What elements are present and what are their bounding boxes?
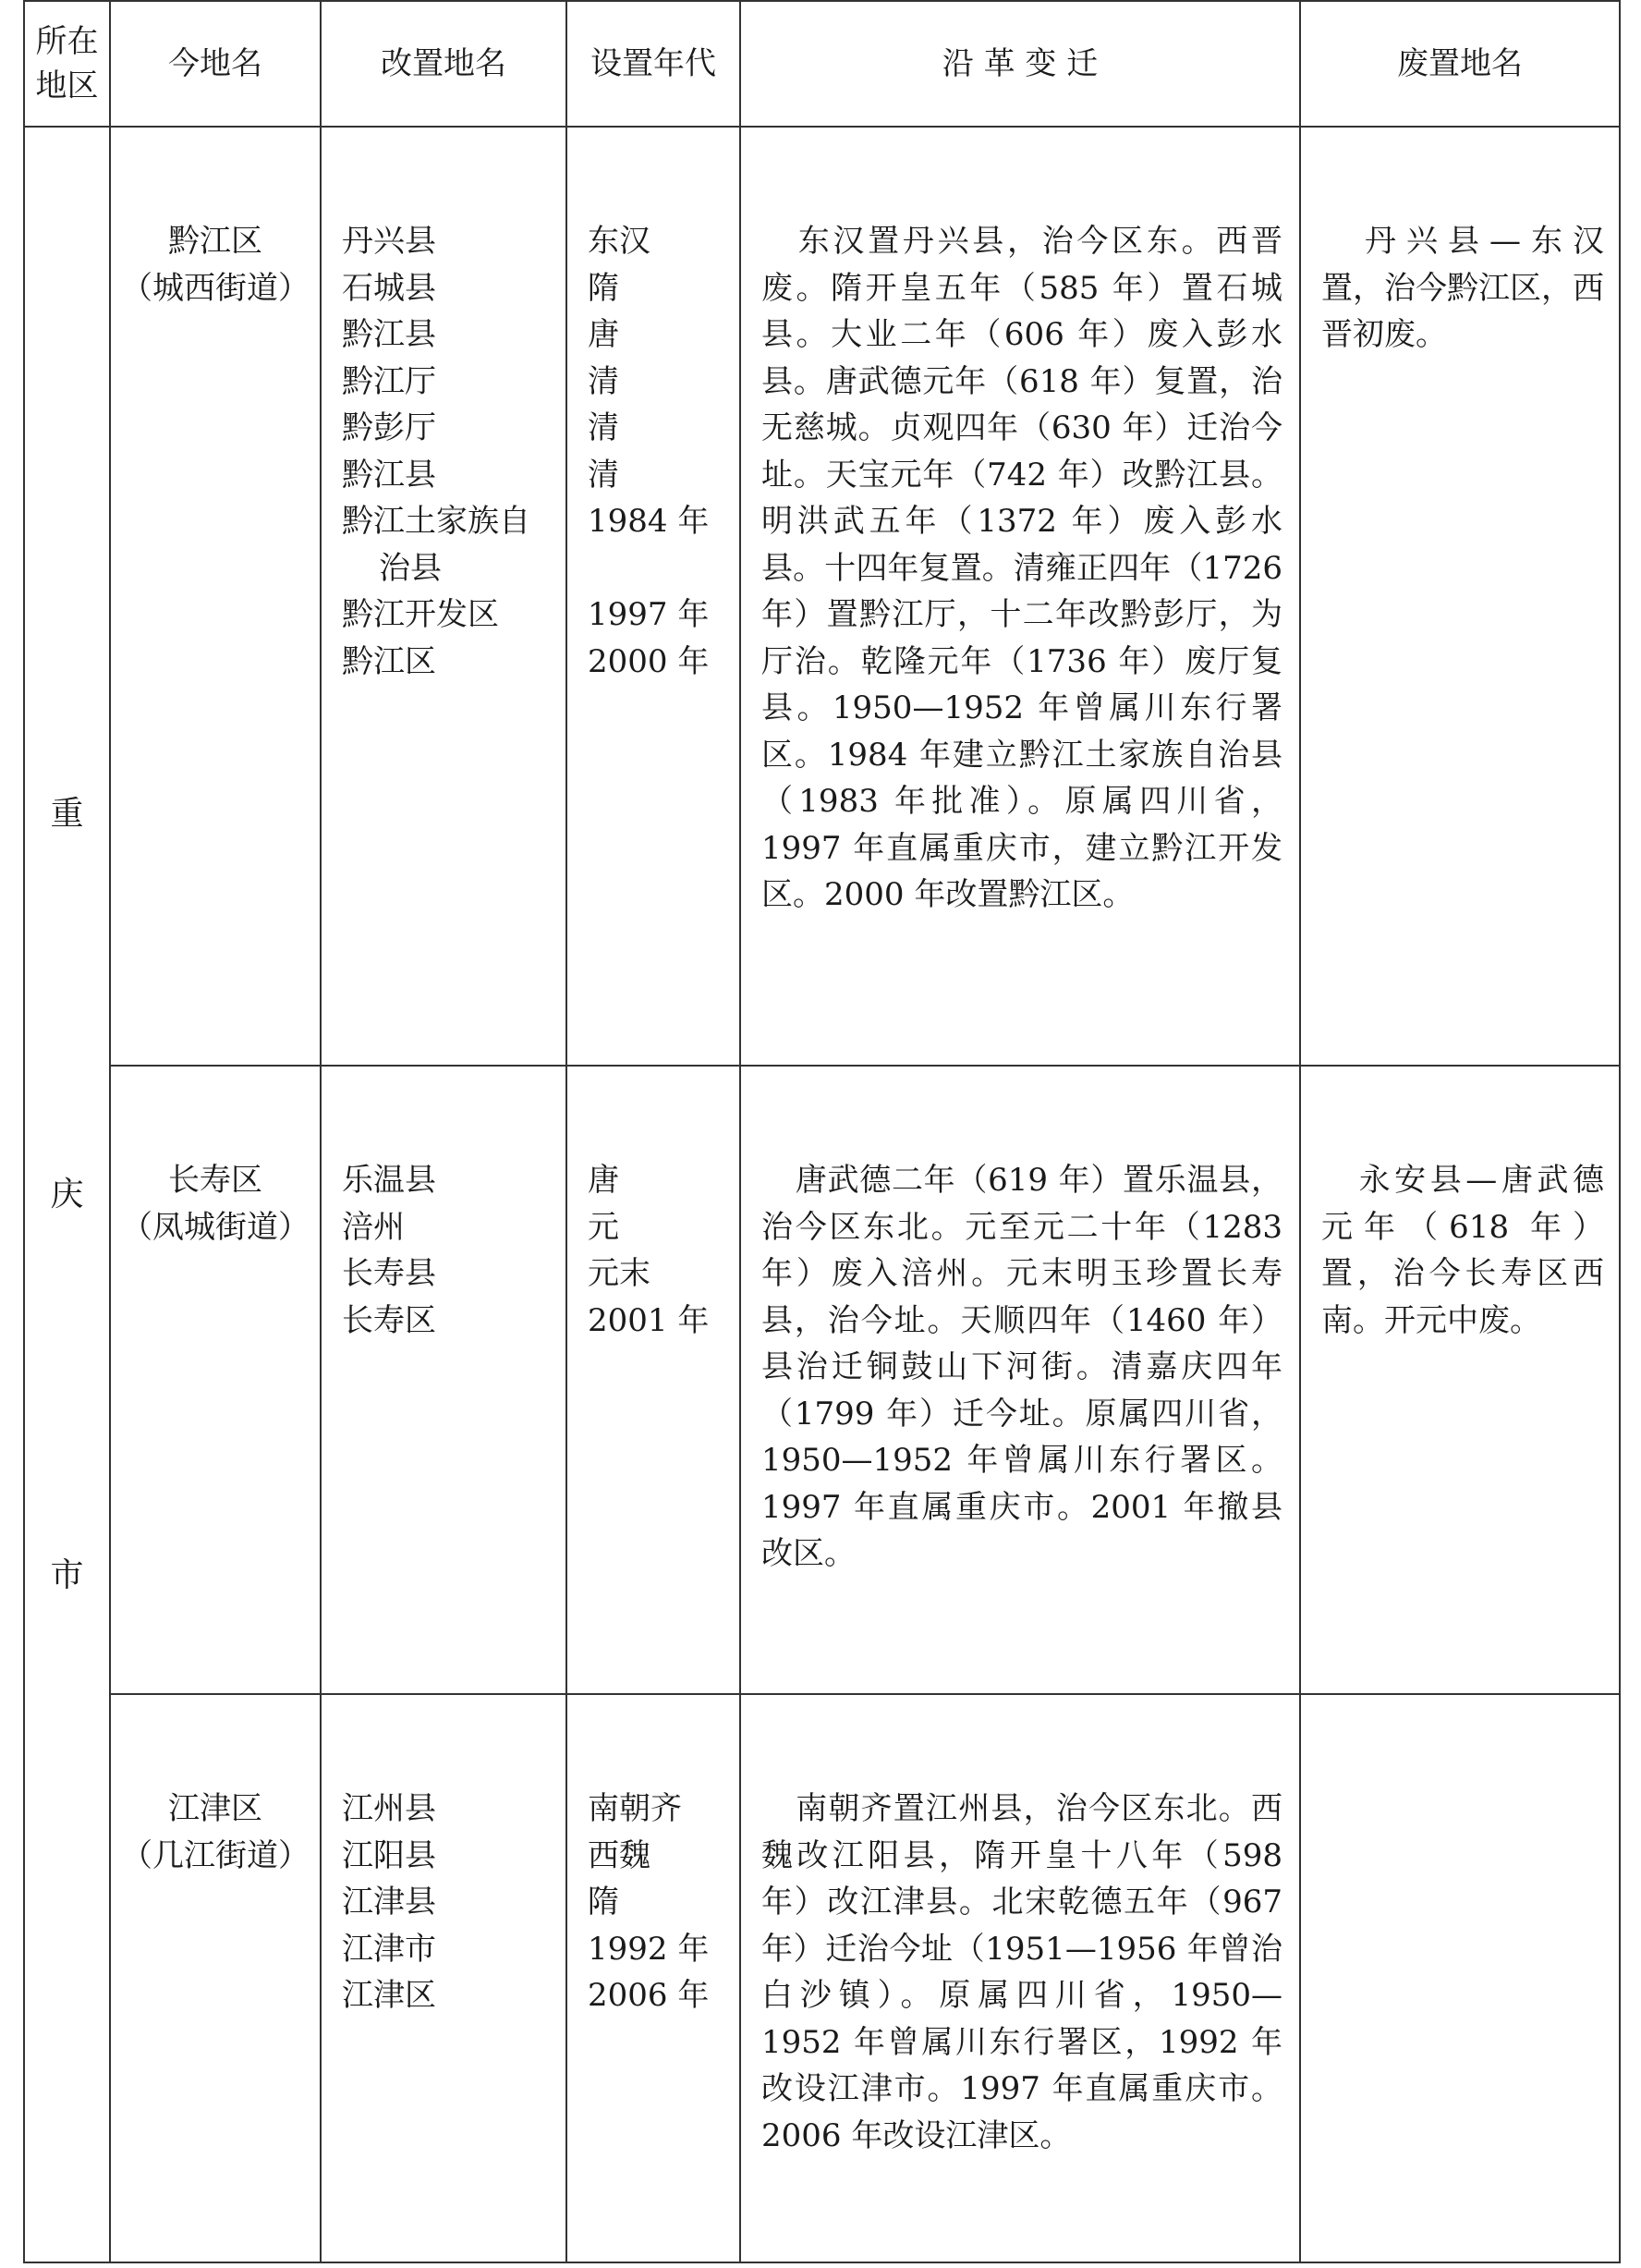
former-name: 江津区 (342, 1977, 436, 2014)
current-name-cell (110, 1694, 321, 2262)
header-current-name: 今地名 (110, 1, 321, 127)
header-region: 所在地区 (24, 1, 110, 127)
abolished-text: 永安县—唐武德元年（618 年）置，治今长寿区西南。开元中废。 (1321, 1162, 1604, 1339)
former-name: 江阳县 (342, 1836, 436, 1874)
former-name: 黔江厅 (342, 362, 436, 400)
former-name: 黔江土家族自 (342, 503, 530, 540)
established-year: 2000 年 (588, 642, 710, 680)
history-text: 南朝齐置江州县，治今区东北。西魏改江阳县，隋开皇十八年（598 年）改江津县。北宋乾德五年（967 年）迁治今址（1951—1956 年曾治白沙镇）。原属四川省，1950—1952 年曾属川东行署区，1992 年改设江津市。1997 年直属重庆市。2006 年改设江津区。 (761, 1790, 1282, 2154)
former-name: 丹兴县 (342, 223, 436, 260)
subdistrict: （几江街道） (121, 1836, 310, 1874)
established-year: 元 (588, 1208, 619, 1246)
current-name: 江津区 (168, 1790, 262, 1827)
former-name: 黔江开发区 (342, 596, 499, 633)
former-names-cell (321, 127, 566, 1066)
table-row (24, 1066, 1620, 1694)
former-name: 石城县 (342, 269, 436, 307)
established-year: 唐 (588, 316, 619, 353)
established-year: 元末 (588, 1255, 650, 1292)
history-cell (740, 127, 1300, 1066)
current-name: 黔江区 (168, 223, 262, 260)
header-abolished: 废置地名 (1300, 1, 1620, 127)
abolished-cell (1300, 127, 1620, 1066)
former-name: 长寿区 (342, 1301, 436, 1339)
established-year: 西魏 (588, 1836, 650, 1874)
established-year: 1992 年 (588, 1930, 710, 1968)
former-names-cell (321, 1066, 566, 1694)
established-year: 清 (588, 409, 619, 446)
former-name: 长寿县 (342, 1255, 436, 1292)
former-name: 治县 (379, 549, 442, 587)
established-year: 1997 年 (588, 596, 710, 633)
table-row (24, 1694, 1620, 2262)
header-established: 设置年代 (566, 1, 740, 127)
established-year-blank (588, 545, 739, 592)
current-name-cell (110, 127, 321, 1066)
established-year: 唐 (588, 1162, 619, 1199)
established-year: 隋 (588, 269, 619, 307)
history-cell (740, 1694, 1300, 2262)
region-char: 市 (50, 1555, 84, 1594)
region-char: 重 (50, 794, 84, 833)
former-name: 乐温县 (342, 1162, 436, 1199)
table-row (24, 127, 1620, 1066)
established-cell (566, 1066, 740, 1694)
former-name: 江津县 (342, 1884, 436, 1920)
subdistrict: （凤城街道） (121, 1208, 310, 1246)
former-name: 黔彭厅 (342, 409, 436, 446)
gazetteer-table (23, 0, 1621, 2263)
former-name: 江州县 (342, 1790, 436, 1827)
former-name: 涪州 (342, 1208, 405, 1246)
history-text: 唐武德二年（619 年）置乐温县，治今区东北。元至元二十年（1283 年）废入涪州。元末明玉珍置长寿县，治今址。天顺四年（1460 年）县治迁铜鼓山下河街。清嘉庆四年（1799 年）迁今址。原属四川省，1950—1952 年曾属川东行署区。1997 年直属重庆市。2001 年撤县改区。 (761, 1162, 1282, 1572)
former-name: 黔江县 (342, 456, 436, 494)
header-history: 沿 革 变 迁 (740, 1, 1300, 127)
subdistrict: （城西街道） (121, 269, 310, 307)
established-year: 清 (588, 456, 619, 494)
former-name: 黔江县 (342, 316, 436, 353)
former-name: 黔江区 (342, 642, 436, 680)
established-year: 南朝齐 (588, 1790, 682, 1827)
header-row (24, 1, 1620, 127)
established-year: 1984 年 (588, 503, 710, 540)
current-name-cell (110, 1066, 321, 1694)
established-year: 隋 (588, 1884, 619, 1920)
region-cell (24, 127, 110, 2262)
former-names-cell (321, 1694, 566, 2262)
history-cell (740, 1066, 1300, 1694)
established-cell (566, 1694, 740, 2262)
established-year: 东汉 (588, 223, 650, 260)
abolished-cell (1300, 1694, 1620, 2262)
abolished-text: 丹兴县—东汉置，治今黔江区，西晋初废。 (1321, 223, 1604, 353)
established-cell (566, 127, 740, 1066)
established-year: 清 (588, 362, 619, 400)
abolished-cell (1300, 1066, 1620, 1694)
established-year: 2006 年 (588, 1977, 710, 2014)
header-former-names: 改置地名 (321, 1, 566, 127)
current-name: 长寿区 (168, 1162, 262, 1199)
established-year: 2001 年 (588, 1301, 710, 1339)
former-name: 江津市 (342, 1930, 436, 1968)
region-char: 庆 (50, 1175, 84, 1213)
history-text: 东汉置丹兴县，治今区东。西晋废。隋开皇五年（585 年）置石城县。大业二年（606 年）废入彭水县。唐武德元年（618 年）复置，治无慈城。贞观四年（630 年）迁治今址。天宝元年（742 年）改黔江县。明洪武五年（1372 年）废入彭水县。十四年复置。清雍正四年（1726 年）置黔江厅，十二年改黔彭厅，为厅治。乾隆元年（1736 年）废厅复县。1950—1952 年曾属川东行署区。1984 年建立黔江土家族自治县（1983 年批准）。原属四川省，1997 年直属重庆市，建立黔江开发区。2000 年改置黔江区。 (761, 223, 1282, 913)
